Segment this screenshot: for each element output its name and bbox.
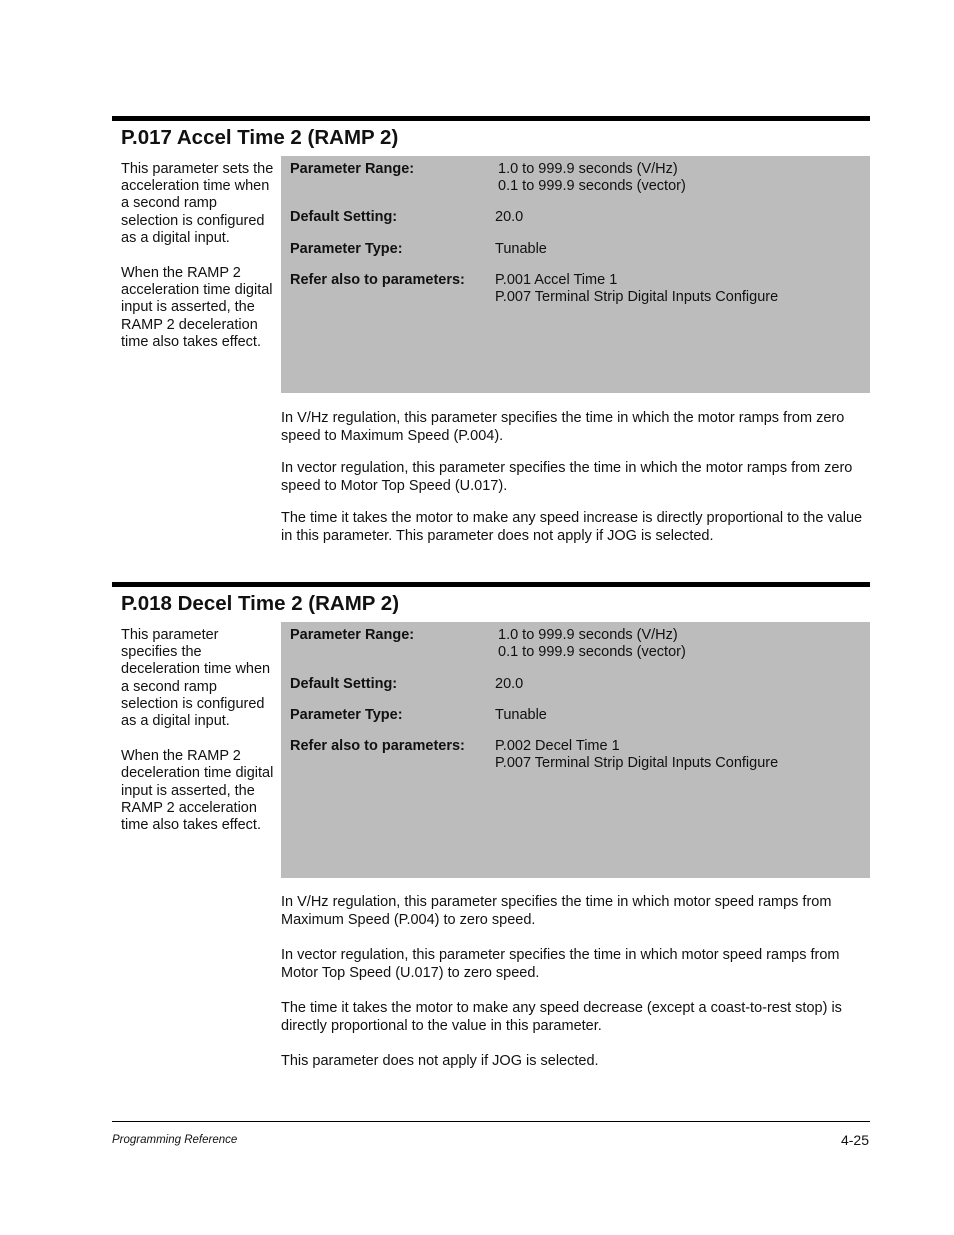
side-paragraph: When the RAMP 2 deceleration time digital input is asserted, the RAMP 2 acceleration time also takes effect. — [121, 748, 274, 834]
body-paragraph: In V/Hz regulation, this parameter specifies the time in which the motor ramps from zero speed to Maximum Speed (P.004). — [281, 410, 845, 444]
refer-value — [495, 272, 778, 306]
default-label: Default Setting: — [290, 209, 398, 225]
range-value-line: 0.1 to 999.9 seconds (vector) — [498, 178, 686, 195]
refer-value — [495, 738, 778, 772]
default-value: 20.0 — [495, 209, 524, 225]
range-value — [498, 627, 686, 661]
range-label: Parameter Range: — [290, 161, 415, 177]
type-label: Parameter Type: — [290, 707, 403, 723]
body-text — [281, 410, 870, 560]
type-value: Tunable — [495, 707, 547, 723]
refer-value-line: P.007 Terminal Strip Digital Inputs Configure — [495, 755, 779, 772]
section-rule — [112, 116, 870, 121]
refer-label: Refer also to parameters: — [290, 738, 465, 754]
body-paragraph: In V/Hz regulation, this parameter specifies the time in which motor speed ramps from Maximum Speed (P.004) to zero speed. — [281, 894, 832, 928]
default-value: 20.0 — [495, 676, 524, 692]
range-value — [498, 161, 686, 195]
type-value: Tunable — [495, 241, 547, 257]
side-description — [121, 161, 276, 369]
footer-section-name: Programming Reference — [112, 1134, 238, 1146]
default-label: Default Setting: — [290, 676, 398, 692]
range-label: Parameter Range: — [290, 627, 415, 643]
refer-value-line: P.002 Decel Time 1 — [495, 738, 620, 754]
parameter-table — [281, 622, 870, 878]
footer-rule — [112, 1121, 870, 1122]
body-paragraph: This parameter does not apply if JOG is selected. — [281, 1053, 599, 1069]
side-description — [121, 627, 276, 852]
range-value-line: 1.0 to 999.9 seconds (V/Hz) — [498, 161, 678, 177]
body-paragraph: The time it takes the motor to make any speed decrease (except a coast-to-rest stop) is directly proportional to the value in this parameter. — [281, 1000, 842, 1034]
body-paragraph: In vector regulation, this parameter specifies the time in which motor speed ramps from Motor Top Speed (U.017) to zero speed. — [281, 947, 840, 981]
parameter-section-p018 — [112, 582, 870, 1082]
refer-value-line: P.001 Accel Time 1 — [495, 272, 618, 288]
body-paragraph: The time it takes the motor to make any speed increase is directly proportional to the value in this parameter. This parameter does not apply if JOG is selected. — [281, 510, 863, 544]
body-text — [281, 894, 870, 1086]
range-value-line: 1.0 to 999.9 seconds (V/Hz) — [498, 627, 678, 643]
section-rule — [112, 582, 870, 587]
range-value-line: 0.1 to 999.9 seconds (vector) — [498, 644, 686, 661]
page-number: 4-25 — [840, 1132, 869, 1148]
side-paragraph: When the RAMP 2 acceleration time digital input is asserted, the RAMP 2 deceleration time also takes effect. — [121, 265, 273, 350]
side-paragraph: This parameter sets the acceleration time when a second ramp selection is configured as a digital input. — [121, 161, 274, 246]
section-title: P.017 Accel Time 2 (RAMP 2) — [121, 126, 399, 149]
body-paragraph: In vector regulation, this parameter specifies the time in which the motor ramps from zero speed to Motor Top Speed (U.017). — [281, 460, 853, 494]
parameter-section-p017 — [112, 116, 870, 556]
refer-label: Refer also to parameters: — [290, 272, 465, 288]
parameter-table — [281, 156, 870, 393]
refer-value-line: P.007 Terminal Strip Digital Inputs Configure — [495, 289, 779, 306]
section-title: P.018 Decel Time 2 (RAMP 2) — [121, 592, 400, 615]
side-paragraph: This parameter specifies the deceleration time when a second ramp selection is configured as a digital input. — [121, 627, 271, 730]
type-label: Parameter Type: — [290, 241, 403, 257]
